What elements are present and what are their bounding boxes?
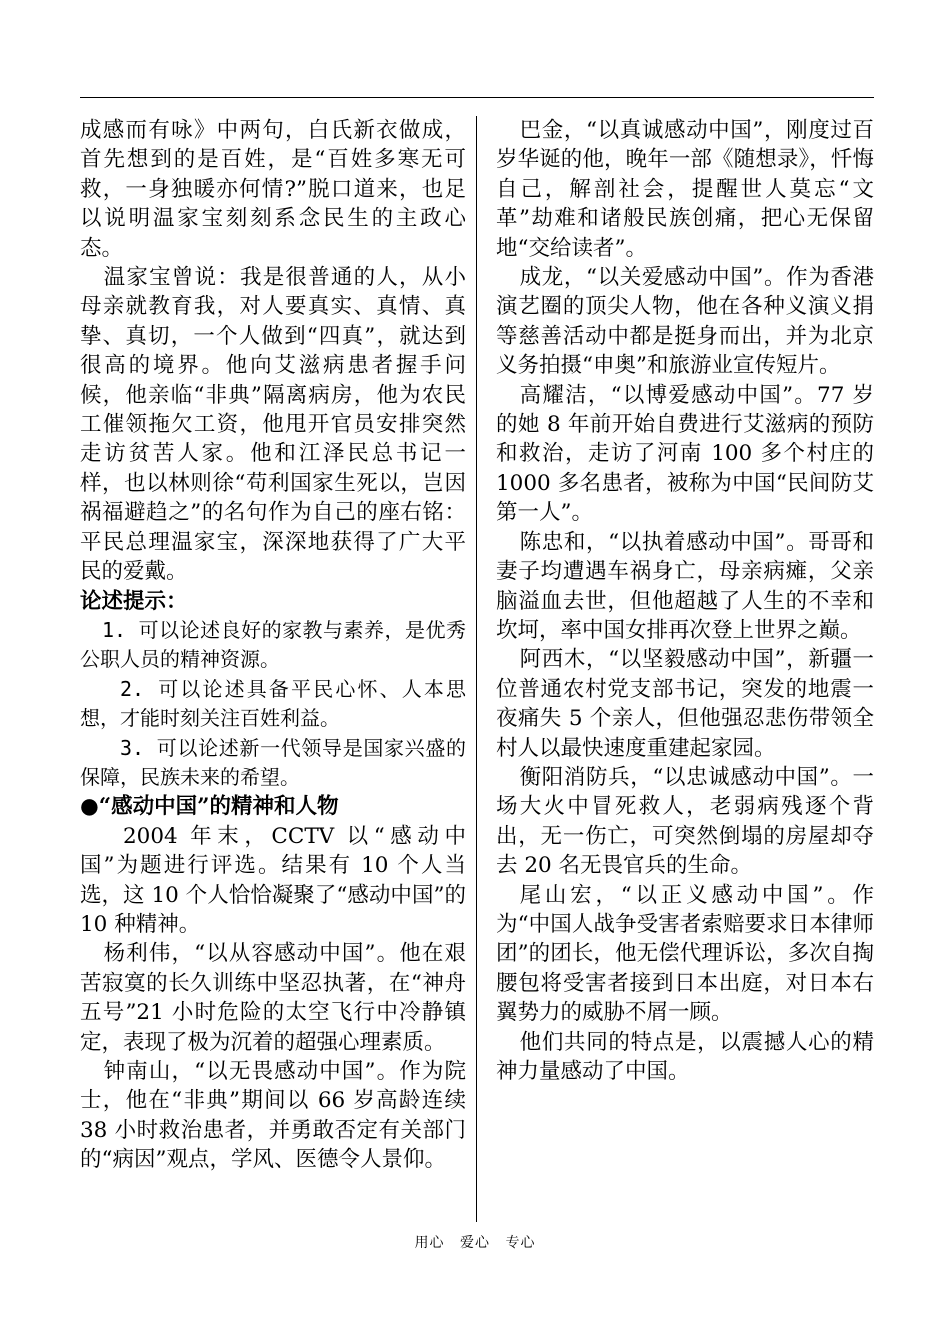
paragraph: 高耀洁，“以博爱感动中国”。77 岁的她 8 年前开始自费进行艾滋病的预防和救治，走访了河南 100 多个村庄的 1000 多名患者，被称为中国“民间防艾第一人”。 [496, 382, 874, 526]
column-divider [476, 116, 477, 1222]
paragraph: 温家宝曾说：我是很普通的人，从小母亲就教育我，对人要真实、真情、真挚、真切，一个人做到“四真”，就达到很高的境界。他向艾滋病患者握手问候，他亲临“非典”隔离病房，他为农民工催领拖欠工资，他甩开官员安排突然走访贫苦人家。他和江泽民总书记一样，也以林则徐“苟利国家生死以，岂因祸福避趋之”的名句作为自己的座右铭：平民总理温家宝，深深地获得了广大平民的爱戴。 [80, 265, 466, 585]
section-heading: 论述提示： [80, 588, 188, 614]
paragraph: 2004 年末，CCTV 以“感动中国”为题进行评选。结果有 10 个人当选，这 10 个人恰恰凝聚了“感动中国”的 10 种精神。 [80, 823, 466, 937]
paragraph: 成龙，“以关爱感动中国”。作为香港演艺圈的顶尖人物，他在各种义演义捐等慈善活动中都是挺身而出，并为北京义务拍摄“申奥”和旅游业宣传短片。 [496, 265, 874, 379]
page-footer: 用心 爱心 专心 [414, 1235, 536, 1251]
section-heading: ●“感动中国”的精神和人物 [80, 794, 339, 820]
tip-item: 2. 可以论述具备平民心怀、人本思想，才能时刻关注百姓利益。 [80, 676, 466, 731]
left-column [80, 116, 466, 1175]
paragraph: 陈忠和，“以执着感动中国”。哥哥和妻子均遭遇车祸身亡，母亲病瘫，父亲脑溢血去世，但他超越了人生的不幸和坎坷，率中国女排再次登上世界之巅。 [496, 529, 874, 643]
paragraph: 巴金，“以真诚感动中国”，刚度过百岁华诞的他，晚年一部《随想录》，忏悔自己，解剖社会，提醒世人莫忘“文革”劫难和诸般民族创痛，把心无保留地“交给读者”。 [496, 118, 874, 261]
paragraph: 成感而有咏》中两句，白氏新衣做成，首先想到的是百姓，是“百姓多寒无可救，一身独暖亦何情?”脱口道来，也足以说明温家宝刻刻系念民生的主政心态。 [80, 118, 466, 261]
header-rule [80, 97, 874, 98]
paragraph: 衡阳消防兵，“以忠诚感动中国”。一场大火中冒死救人，老弱病残逐个背出，无一伤亡，可突然倒塌的房屋却夺去 20 名无畏官兵的生命。 [496, 764, 874, 879]
paragraph: 杨利伟，“以从容感动中国”。他在艰苦寂寞的长久训练中坚忍执著，在“神舟五号”21 小时危险的太空飞行中冷静镇定，表现了极为沉着的超强心理素质。 [80, 941, 466, 1055]
tip-item: 3. 可以论述新一代领导是国家兴盛的保障，民族未来的希望。 [80, 735, 466, 789]
paragraph: 阿西木，“以坚毅感动中国”，新疆一位普通农村党支部书记，突发的地震一夜痛失 5 个亲人，但他强忍悲伤带领全村人以最快速度重建起家园。 [496, 647, 874, 761]
paragraph: 钟南山，“以无畏感动中国”。作为院士，他在“非典”期间以 66 岁高龄连续 38 小时救治患者，并勇敢否定有关部门的“病因”观点，学风、医德令人景仰。 [80, 1059, 466, 1173]
right-column [496, 116, 874, 1086]
paragraph: 尾山宏，“以正义感动中国”。作为“中国人战争受害者索赔要求日本律师团”的团长，他无偿代理诉讼，多次自掏腰包将受害者接到日本出庭，对日本右翼势力的威胁不屑一顾。 [496, 882, 874, 1026]
tip-item: 1. 可以论述良好的家教与素养，是优秀公职人员的精神资源。 [80, 617, 466, 672]
paragraph: 他们共同的特点是，以震撼人心的精神力量感动了中国。 [496, 1029, 874, 1084]
